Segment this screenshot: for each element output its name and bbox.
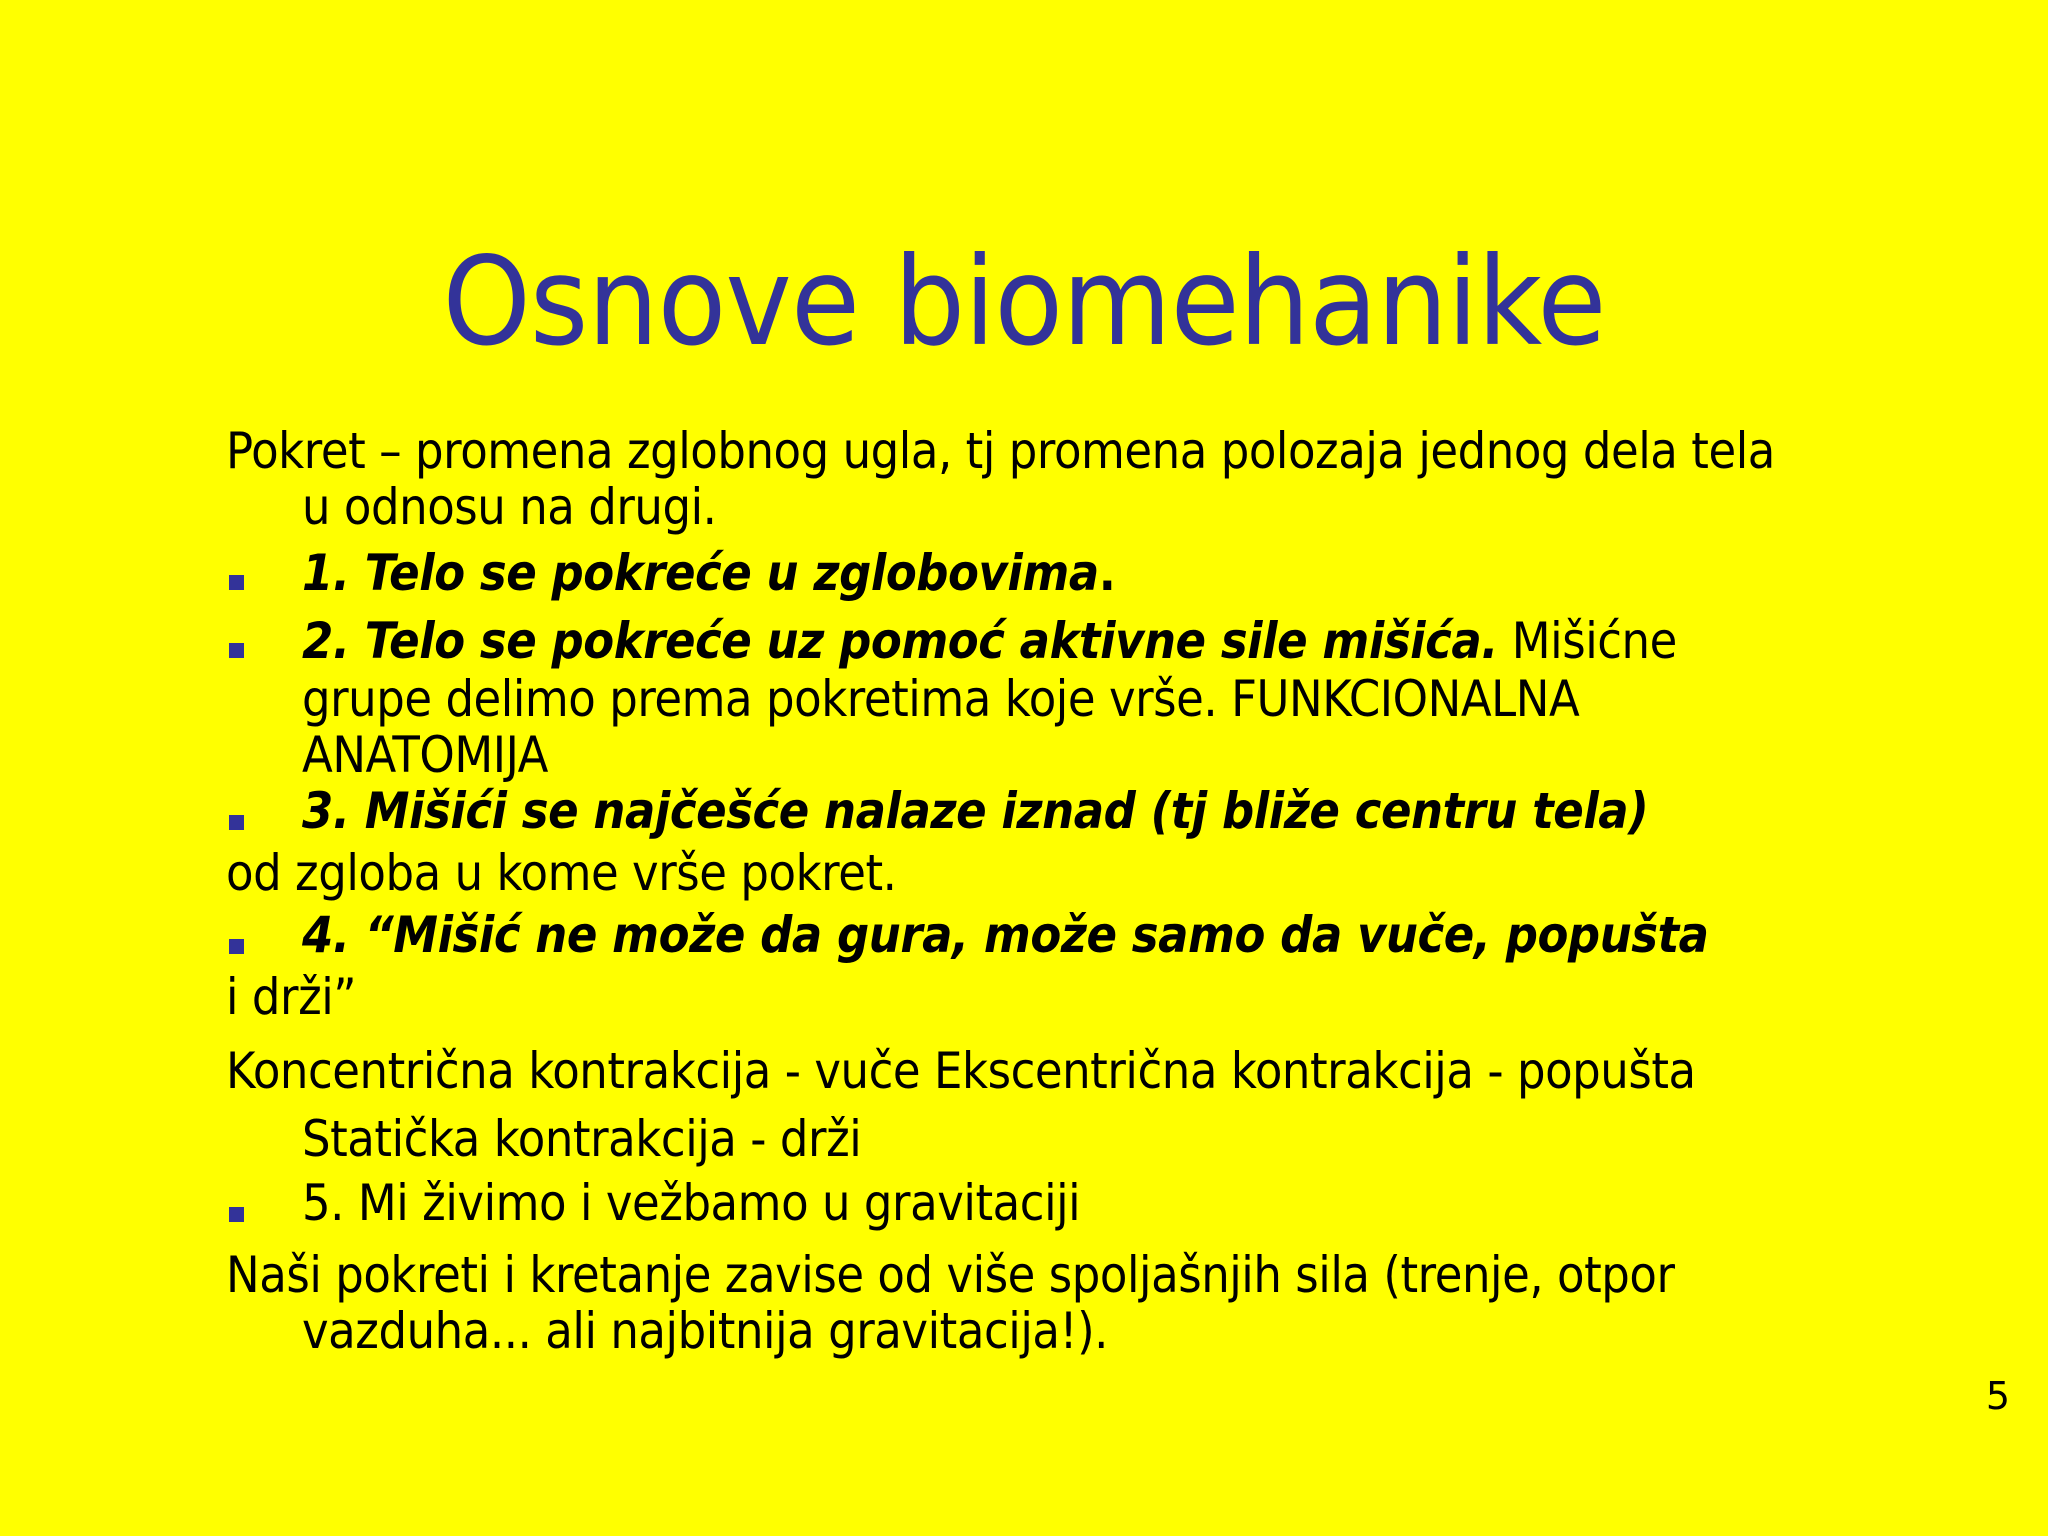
page-number: 5 (1985, 1374, 2010, 1418)
bullet-point-1 (229, 575, 244, 590)
intro-line-1: Pokret – promena zglobnog ugla, tj promena polozaja jednog dela tela (226, 422, 1775, 480)
bullet-point-4 (229, 939, 244, 954)
point-2-bold-text: 2. Telo se pokreće uz pomoć aktivne sile mišića. (302, 612, 1498, 670)
point-2-line-2: grupe delimo prema pokretima koje vrše. FUNKCIONALNA (302, 670, 1580, 728)
contraction-line-1: Koncentrična kontrakcija - vuče Ekscentrična kontrakcija - popušta (226, 1042, 1696, 1100)
bullet-point-2 (229, 643, 244, 658)
point-1 (302, 544, 1115, 602)
point-2-line-3: ANATOMIJA (302, 726, 548, 784)
point-1-text: 1. Telo se pokreće u zglobovima (302, 544, 1099, 602)
point-3-line-1: 3. Mišići se najčešće nalaze iznad (tj bliže centru tela) (302, 782, 1649, 840)
point-2-rest-text: Mišićne (1497, 612, 1677, 670)
contraction-line-2: Statička kontrakcija - drži (302, 1110, 862, 1168)
bullet-point-5 (229, 1207, 244, 1222)
point-4-line-1: 4. “Mišić ne može da gura, može samo da vuče, popušta (302, 906, 1709, 964)
point-5: 5. Mi živimo i vežbamo u gravitaciji (302, 1174, 1081, 1232)
point-1-period: . (1098, 544, 1116, 602)
outro-line-2: vazduha... ali najbitnija gravitacija!). (302, 1302, 1109, 1360)
bullet-point-3 (229, 815, 244, 830)
outro-line-1: Naši pokreti i kretanje zavise od više spoljašnjih sila (trenje, otpor (226, 1246, 1675, 1304)
point-4-line-2: i drži” (226, 968, 357, 1026)
intro-line-2: u odnosu na drugi. (302, 478, 717, 536)
point-3-line-2: od zgloba u kome vrše pokret. (226, 844, 897, 902)
point-2-line-1 (302, 612, 1677, 670)
slide-title: Osnove biomehanike (442, 231, 1606, 373)
